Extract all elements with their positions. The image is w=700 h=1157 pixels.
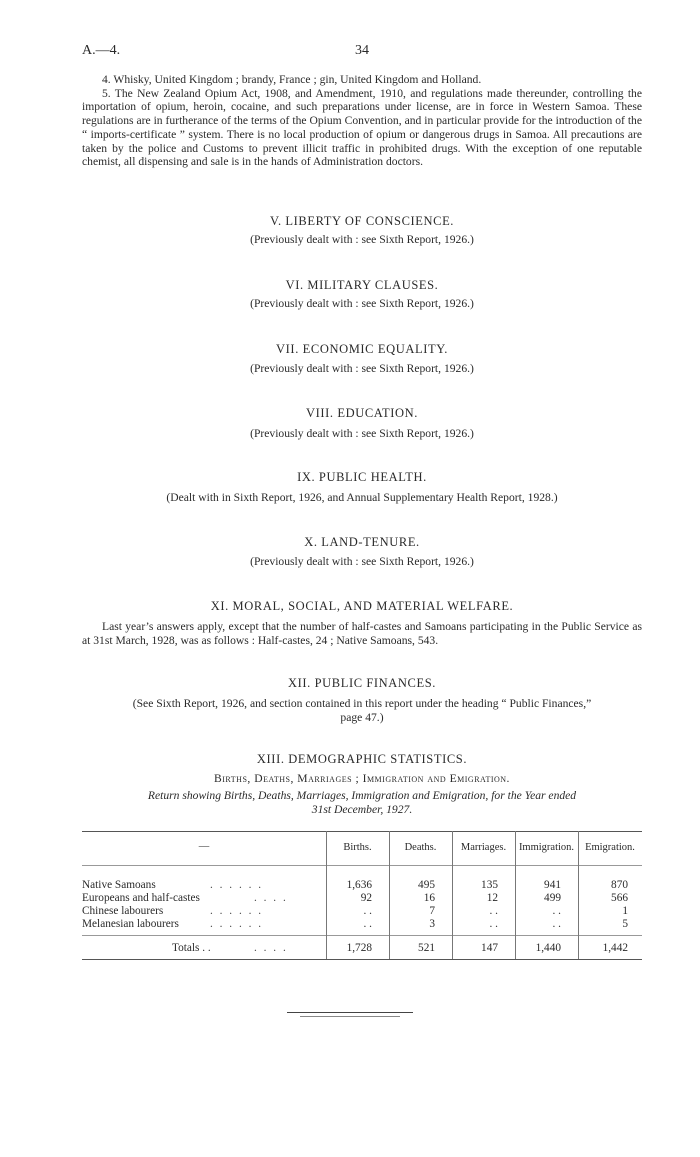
col-header-emigration: Emigration. <box>585 842 635 853</box>
leader-dots: . . . . . . <box>210 905 264 917</box>
section-xii-note-line1: (See Sixth Report, 1926, and section contained in this report under the heading “ Public Finances,” <box>132 697 592 710</box>
table-cell: 7 <box>429 905 435 917</box>
totals-cell: 521 <box>418 942 435 954</box>
intro-paragraphs <box>82 73 642 169</box>
table-cell: 12 <box>486 892 498 904</box>
section-xii-heading: XII. PUBLIC FINANCES. <box>287 676 437 690</box>
table-top-rule <box>82 831 642 832</box>
row-label: Native Samoans <box>82 879 156 891</box>
table-corner-dash: — <box>198 841 210 852</box>
section-ix-note: (Dealt with in Sixth Report, 1926, and Annual Supplementary Health Report, 1928.) <box>166 491 558 504</box>
section-x-heading: X. LAND-TENURE. <box>304 535 420 549</box>
page-header <box>82 43 642 63</box>
leader-dots: . . . . <box>254 942 288 954</box>
table-cell: . . <box>552 905 561 917</box>
leader-dots: . . . . <box>254 892 288 904</box>
totals-cell: 147 <box>481 942 498 954</box>
col-header-immigration: Immigration. <box>518 842 575 853</box>
totals-cell: 1,440 <box>535 942 561 954</box>
document-code: A.—4. <box>82 43 121 58</box>
end-rule-short <box>300 1016 400 1017</box>
table-cell: . . <box>363 918 372 930</box>
table-cell: 870 <box>611 879 628 891</box>
end-rule <box>287 1012 413 1013</box>
table-cell: 135 <box>481 879 498 891</box>
row-label: Melanesian labourers <box>82 918 179 930</box>
table-caption-line2: 31st December, 1927. <box>311 803 413 816</box>
section-xi-text: Last year’s answers apply, except that the number of half-castes and Samoans participating in the Public Service as at 31st March, 1928, was as follows : Half-castes, 24 ; Native Samoans, 543. <box>82 620 642 647</box>
row-label: Chinese labourers <box>82 905 164 917</box>
section-vii-note: (Previously dealt with : see Sixth Report, 1926.) <box>250 362 474 375</box>
section-viii-heading: VIII. EDUCATION. <box>305 406 418 420</box>
page-number: 34 <box>355 43 369 58</box>
table-cell: 499 <box>544 892 561 904</box>
totals-label: Totals . . <box>172 942 211 954</box>
section-x-note: (Previously dealt with : see Sixth Report, 1926.) <box>250 555 474 568</box>
table-caption-line1: Return showing Births, Deaths, Marriages, Immigration and Emigration, for the Year ended <box>147 789 577 802</box>
row-label: Europeans and half-castes <box>82 892 200 904</box>
col-header-births: Births. <box>343 842 372 853</box>
section-xiii-subtitle: Births, Deaths, Marriages ; Immigration and Emigration. <box>214 772 510 785</box>
table-header-rule <box>82 865 642 866</box>
table-cell: 566 <box>611 892 628 904</box>
table-cell: . . <box>489 918 498 930</box>
totals-cell: 1,442 <box>602 942 628 954</box>
table-cell: 495 <box>418 879 435 891</box>
table-cell: . . <box>489 905 498 917</box>
table-cell: 3 <box>429 918 435 930</box>
table-cell: 92 <box>360 892 372 904</box>
section-ix-heading: IX. PUBLIC HEALTH. <box>297 470 427 484</box>
section-v-note: (Previously dealt with : see Sixth Report, 1926.) <box>250 233 474 246</box>
table-bottom-rule <box>82 959 642 960</box>
table-cell: . . <box>363 905 372 917</box>
col-header-marriages: Marriages. <box>460 842 507 853</box>
section-vi-heading: VI. MILITARY CLAUSES. <box>285 278 439 292</box>
table-cell: 1 <box>622 905 628 917</box>
table-cell: 941 <box>544 879 561 891</box>
section-xiii-heading: XIII. DEMOGRAPHIC STATISTICS. <box>256 752 468 766</box>
col-header-deaths: Deaths. <box>404 842 437 853</box>
section-xii-note-line2: page 47.) <box>340 711 384 724</box>
item-4-text: 4. Whisky, United Kingdom ; brandy, France ; gin, United Kingdom and Holland. <box>102 73 482 86</box>
leader-dots: . . . . . . <box>210 918 264 930</box>
leader-dots: . . . . . . <box>210 879 264 891</box>
section-vii-heading: VII. ECONOMIC EQUALITY. <box>276 342 448 356</box>
table-cell: . . <box>552 918 561 930</box>
item-5-text: 5. The New Zealand Opium Act, 1908, and Amendment, 1910, and regulations made thereunder, controlling the importation of opium, heroin, cocaine, and such preparations under license, are in force in Western Samoa. These regulations are in furtherance of the terms of the Opium Convention, and in particular provide for the introduction of the “ imports-certificate ” system. There is no local production of opium or dangerous drugs in Samoa. All precautions are taken by the police and Customs to prevent illicit traffic in prohibited drugs. With the exception of one reputable chemist, all dispensing and sale is in the hands of Administration doctors. <box>82 86 642 169</box>
section-xi-heading: XI. MORAL, SOCIAL, AND MATERIAL WELFARE. <box>210 599 514 613</box>
section-xi-body <box>82 620 642 647</box>
section-viii-note: (Previously dealt with : see Sixth Report, 1926.) <box>250 427 474 440</box>
totals-cell: 1,728 <box>346 942 372 954</box>
table-totals-rule <box>82 935 642 936</box>
section-v-heading: V. LIBERTY OF CONSCIENCE. <box>269 214 455 228</box>
table-cell: 5 <box>622 918 628 930</box>
table-cell: 1,636 <box>346 879 372 891</box>
section-vi-note: (Previously dealt with : see Sixth Report, 1926.) <box>250 297 474 310</box>
table-cell: 16 <box>423 892 435 904</box>
